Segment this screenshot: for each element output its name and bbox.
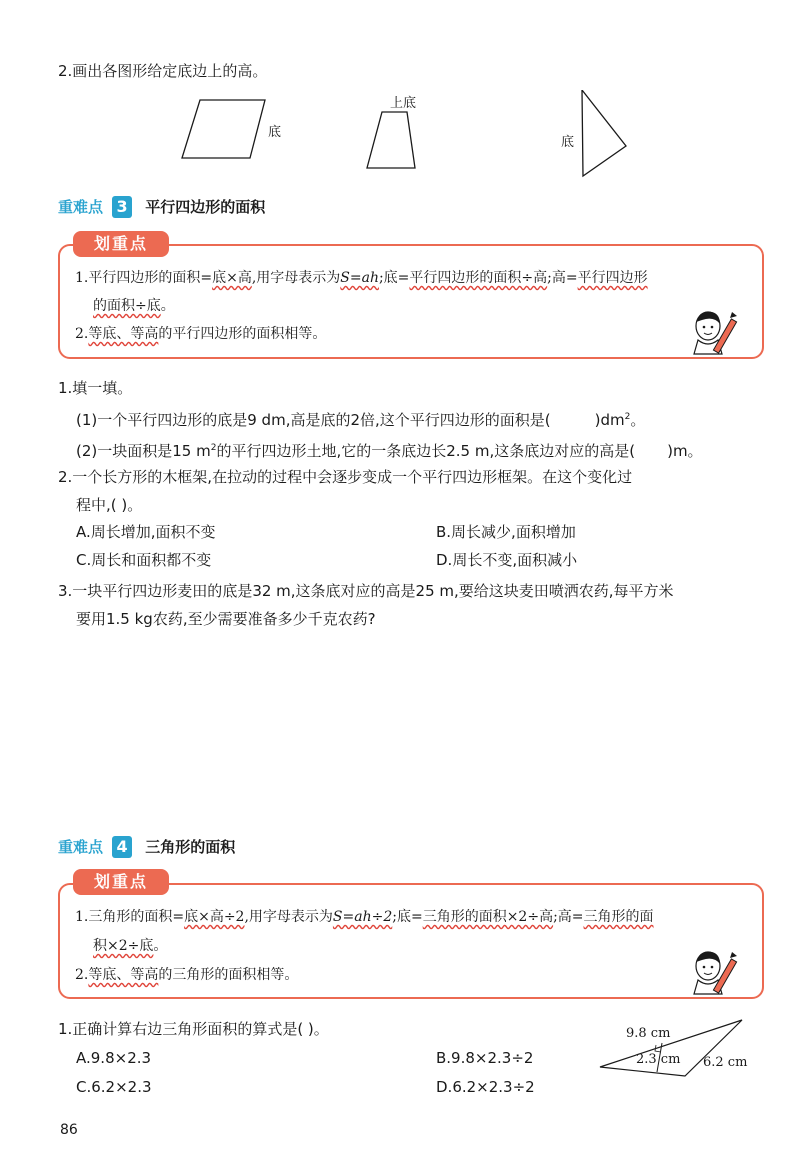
draw-heights-question: 2.画出各图形给定底边上的高。 (58, 62, 268, 80)
ex3-q1-1: (1)一个平行四边形的底是9 dm,高是底的2倍,这个平行四边形的面积是( )$dm^2$。 (76, 411, 646, 429)
ex3-q2-option-c: C.周长和面积都不变 (76, 551, 212, 569)
ex3-q2-line2: 程中,( )。 (76, 496, 143, 514)
key-points-tag: 划重点 (73, 231, 169, 257)
key-point-2: 2.等底、等高的三角形的面积相等。 (75, 967, 299, 983)
trapezoid-shape (367, 112, 415, 168)
ex3-q2-option-d: D.周长不变,面积减小 (436, 551, 578, 569)
section-label: 重难点 (58, 838, 104, 856)
triangle-figure (590, 1015, 760, 1085)
key-point-1-cont: 积×2÷底。 (93, 938, 168, 954)
key-point-2: 2.等底、等高的平行四边形的面积相等。 (75, 326, 327, 342)
ex4-option-b: B.9.8×2.3÷2 (436, 1049, 534, 1067)
page-number: 86 (60, 1122, 78, 1138)
section-label: 重难点 (58, 198, 104, 216)
parallelogram-shape (182, 100, 265, 158)
figure-label-height: 2.3 cm (636, 1052, 681, 1067)
key-point-1: 1.平行四边形的面积=底×高,用字母表示为S=ah;底=平行四边形的面积÷高;高=平行四边形 (75, 270, 648, 286)
section-title: 三角形的面积 (145, 838, 236, 856)
figure-label-top: 9.8 cm (626, 1026, 671, 1041)
boy-with-pencil-icon (688, 308, 744, 362)
figure-label-side: 6.2 cm (703, 1055, 748, 1070)
ex3-q2-option-b: B.周长减少,面积增加 (436, 523, 576, 541)
ex3-q1-2: (2)一块面积是15 $m^2$的平行四边形土地,它的一条底边长2.5 m,这条底边对应的高是( )m。 (76, 442, 703, 460)
ex3-q3-line2: 要用1.5 kg农药,至少需要准备多少千克农药? (76, 610, 376, 628)
key-point-1-cont: 的面积÷底。 (93, 298, 175, 314)
ex3-q2-option-a: A.周长增加,面积不变 (76, 523, 216, 541)
section-3-header (58, 196, 265, 220)
section-title: 平行四边形的面积 (145, 198, 266, 216)
section-4-header (58, 836, 235, 860)
ex3-q1-title: 1.填一填。 (58, 379, 133, 397)
triangle-base-label: 底 (561, 135, 575, 150)
trapezoid-top-label: 上底 (390, 96, 417, 111)
key-points-tag: 划重点 (73, 869, 169, 895)
ex4-q1-text: 1.正确计算右边三角形面积的算式是( )。 (58, 1020, 329, 1038)
parallelogram-base-label: 底 (268, 125, 282, 140)
ex4-option-c: C.6.2×2.3 (76, 1078, 152, 1096)
ex3-q3-line1: 3.一块平行四边形麦田的底是32 m,这条底对应的高是25 m,要给这块麦田喷洒农药,每平方米 (58, 582, 674, 600)
ex3-q2-line1: 2.一个长方形的木框架,在拉动的过程中会逐步变成一个平行四边形框架。在这个变化过 (58, 468, 633, 486)
triangle-shape (582, 90, 626, 176)
boy-with-pencil-icon (688, 948, 744, 1002)
section-number-badge: 3 (112, 196, 132, 218)
ex4-option-d: D.6.2×2.3÷2 (436, 1078, 535, 1096)
key-point-1: 1.三角形的面积=底×高÷2,用字母表示为S=ah÷2;底=三角形的面积×2÷高;高=三角形的面 (75, 909, 654, 925)
ex4-option-a: A.9.8×2.3 (76, 1049, 152, 1067)
section-number-badge: 4 (112, 836, 132, 858)
